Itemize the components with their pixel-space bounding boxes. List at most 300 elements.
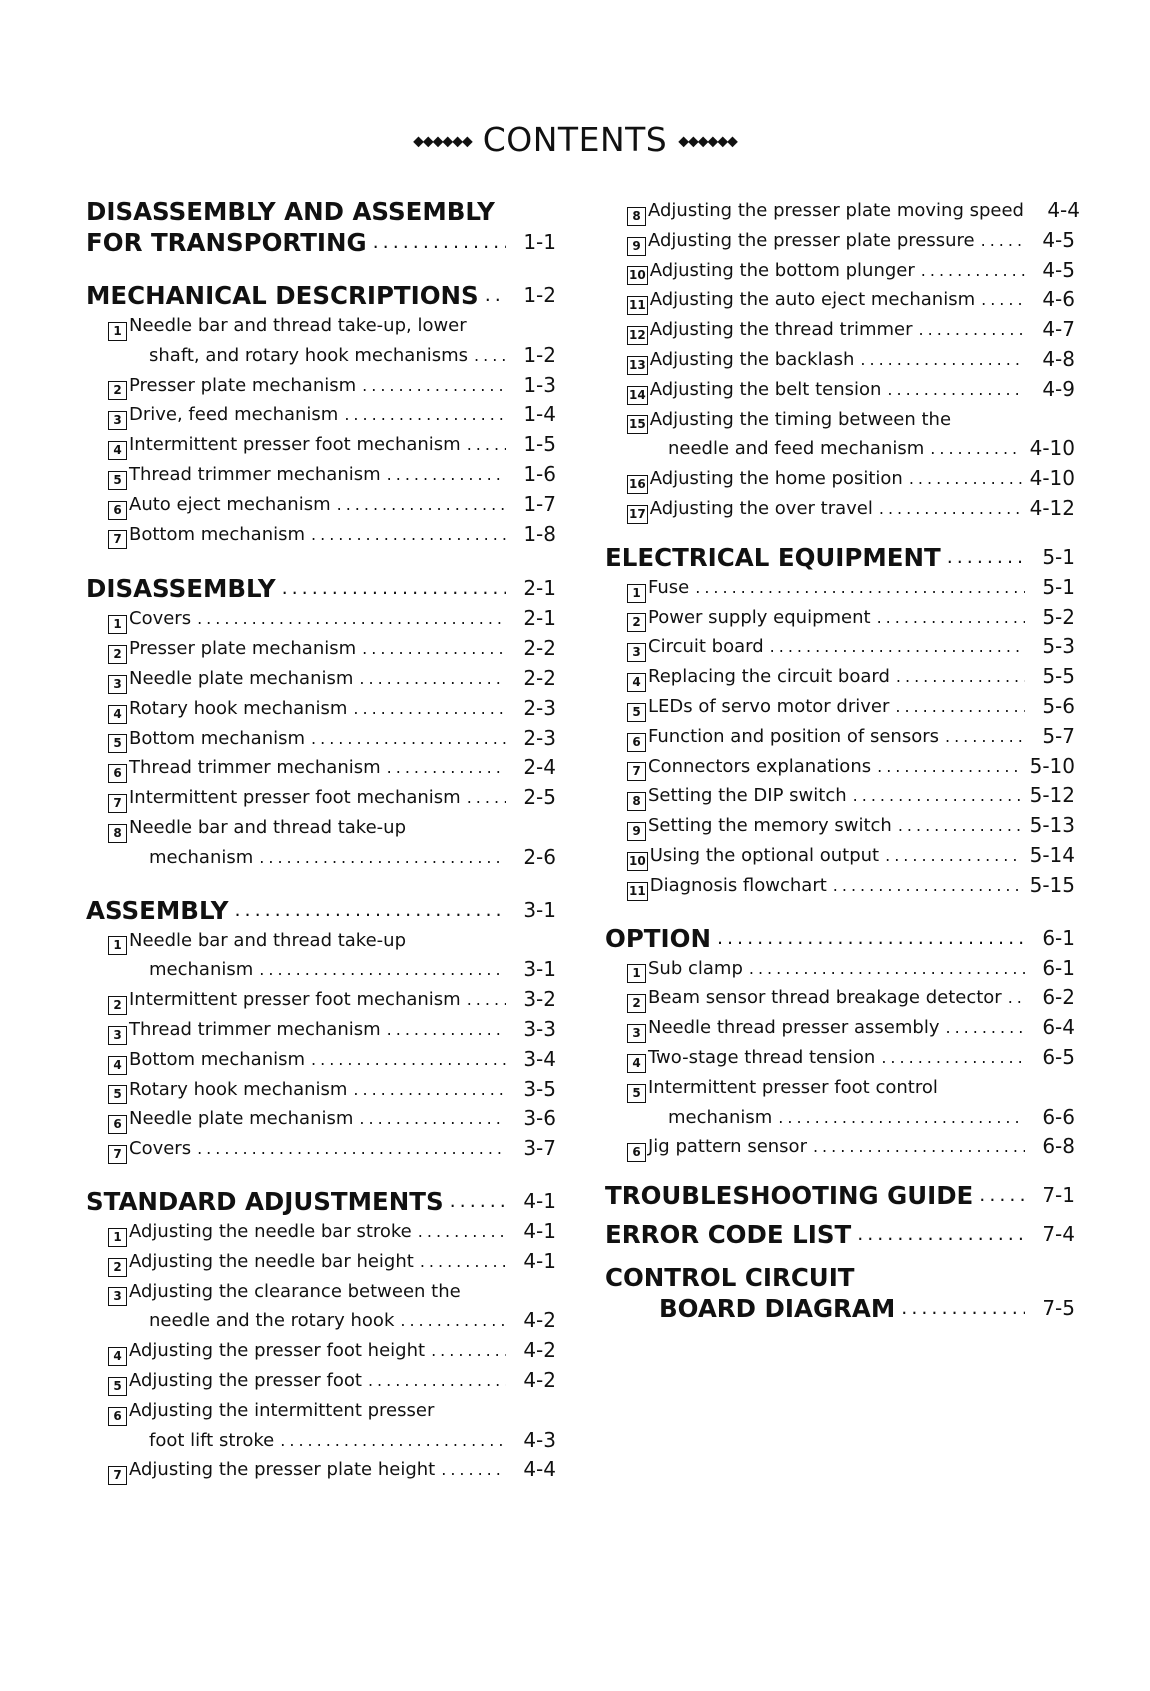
entry-label: Needle thread presser assembly — [648, 1017, 940, 1039]
entry-label: Bottom mechanism — [129, 727, 306, 749]
section-heading — [605, 923, 1075, 954]
entry-page: 6-1 — [1042, 955, 1075, 980]
toc-entry — [108, 1217, 556, 1247]
entry-number-box: 14 — [627, 386, 648, 405]
entry-page: 5-12 — [1029, 783, 1075, 808]
entry-label: Thread trimmer mechanism — [129, 757, 381, 779]
section-title: ERROR CODE LIST — [605, 1220, 852, 1250]
title-ornament-left: ◆◆◆◆◆◆ — [413, 133, 472, 150]
toc-section — [605, 1262, 1075, 1324]
entry-label: Needle bar and thread take-up — [129, 816, 406, 838]
leader-dots — [979, 1180, 1025, 1211]
leader-dots — [359, 664, 506, 694]
toc-section — [605, 923, 1075, 1163]
entry-number-box: 5 — [627, 1084, 646, 1103]
entry-page: 3-4 — [523, 1046, 556, 1071]
entry-page: 2-4 — [523, 755, 556, 780]
section-page: 3-1 — [523, 897, 556, 922]
toc-entry — [108, 753, 556, 783]
entry-page: 4-4 — [523, 1457, 556, 1482]
entry-label: mechanism — [149, 959, 254, 981]
entry-page: 1-5 — [523, 432, 556, 457]
entry-number-box: 6 — [627, 1143, 646, 1162]
entry-number-box: 3 — [627, 643, 646, 662]
entry-number-box: 3 — [108, 411, 127, 430]
toc-entry — [149, 1306, 556, 1336]
toc-entry — [627, 315, 1075, 345]
toc-entry — [149, 1426, 556, 1456]
leader-dots — [901, 1293, 1025, 1324]
entry-number-box: 11 — [627, 296, 648, 315]
entry-number-box: 6 — [108, 1407, 127, 1426]
entry-page: 6-2 — [1042, 985, 1075, 1010]
toc-entry — [108, 604, 556, 634]
leader-dots — [400, 1306, 506, 1336]
entry-page: 4-1 — [523, 1218, 556, 1243]
entry-label: Power supply equipment — [648, 606, 871, 628]
entry-label: Intermittent presser foot mechanism — [129, 434, 461, 456]
toc-entry — [627, 573, 1075, 603]
leader-dots — [853, 781, 1022, 811]
leader-dots — [857, 1219, 1025, 1250]
toc-entry — [108, 490, 556, 520]
section-title: OPTION — [605, 923, 711, 953]
entry-label: Adjusting the timing between the — [649, 408, 952, 430]
entry-label: Intermittent presser foot mechanism — [129, 989, 461, 1011]
leader-dots — [813, 1132, 1025, 1162]
entry-number-box: 8 — [627, 207, 646, 226]
leader-dots — [896, 662, 1025, 692]
toc-entry — [108, 634, 556, 664]
entry-number-box: 4 — [108, 1347, 127, 1366]
entry-page: 5-6 — [1042, 693, 1075, 718]
entry-label: Connectors explanations — [648, 755, 872, 777]
entry-number-box: 5 — [108, 734, 127, 753]
toc-section — [86, 196, 556, 258]
toc-section — [605, 542, 1075, 901]
entry-page: 1-4 — [523, 402, 556, 427]
entry-number-box: 1 — [108, 936, 127, 955]
entry-label: Needle bar and thread take-up — [129, 929, 406, 951]
entry-page: 6-4 — [1042, 1015, 1075, 1040]
entry-label: Adjusting the presser foot — [129, 1369, 362, 1391]
leader-dots — [485, 280, 506, 311]
section-heading — [86, 573, 556, 604]
entry-label: Adjusting the presser plate height — [129, 1459, 436, 1481]
entry-number-box: 7 — [108, 1145, 127, 1164]
toc-entry — [108, 311, 556, 341]
entry-number-box: 13 — [627, 356, 648, 375]
entry-page: 4-3 — [523, 1427, 556, 1452]
entry-number-box: 9 — [627, 237, 646, 256]
section-heading — [86, 227, 556, 258]
entry-page: 5-3 — [1042, 634, 1075, 659]
entry-page: 5-10 — [1029, 753, 1075, 778]
leader-dots — [197, 604, 506, 634]
page-title: CONTENTS — [482, 120, 668, 159]
entry-label: Adjusting the presser plate pressure — [648, 229, 975, 251]
section-page: 7-4 — [1042, 1222, 1075, 1247]
leader-dots — [921, 256, 1025, 286]
toc-entry — [108, 460, 556, 490]
entry-number-box: 6 — [627, 733, 646, 752]
entry-page: 1-7 — [523, 491, 556, 516]
entry-number-box: 7 — [108, 794, 127, 813]
toc-entry — [627, 692, 1075, 722]
toc-entry — [108, 664, 556, 694]
toc-entry — [627, 196, 1080, 226]
entry-label: Rotary hook mechanism — [129, 697, 348, 719]
section-title: ELECTRICAL EQUIPMENT — [605, 542, 941, 572]
section-page: 1-1 — [523, 230, 556, 254]
entry-label: Thread trimmer mechanism — [129, 1018, 381, 1040]
toc-entry — [108, 1247, 556, 1277]
toc-entry — [108, 783, 556, 813]
entry-label: Adjusting the bottom plunger — [649, 259, 915, 281]
entry-page: 2-3 — [523, 695, 556, 720]
leader-dots — [860, 345, 1025, 375]
section-title: BOARD DIAGRAM — [659, 1294, 896, 1324]
entry-page: 4-4 — [1047, 198, 1080, 222]
entry-label: Adjusting the auto eject mechanism — [649, 289, 976, 311]
toc-entry — [108, 1075, 556, 1105]
leader-dots — [418, 1217, 506, 1247]
entry-label: Rotary hook mechanism — [129, 1078, 348, 1100]
entry-label: Presser plate mechanism — [129, 374, 357, 396]
entry-label: Auto eject mechanism — [129, 493, 331, 515]
entry-number-box: 2 — [108, 645, 127, 664]
entry-page: 4-2 — [523, 1338, 556, 1363]
entry-label: Setting the DIP switch — [648, 785, 847, 807]
leader-dots — [450, 1186, 506, 1217]
leader-dots — [695, 573, 1025, 603]
entry-label: Adjusting the presser plate moving speed — [648, 200, 1024, 221]
entry-label: Function and position of sensors — [648, 725, 939, 747]
toc-entry — [627, 632, 1075, 662]
toc-section — [86, 573, 556, 872]
contents-left-column — [86, 196, 556, 1485]
entry-number-box: 3 — [108, 675, 127, 694]
entry-page: 6-8 — [1042, 1134, 1075, 1159]
entry-number-box: 2 — [108, 381, 127, 400]
entry-label: Two-stage thread tension — [648, 1046, 876, 1068]
entry-label: Thread trimmer mechanism — [129, 463, 381, 485]
leader-dots — [877, 603, 1025, 633]
entry-number-box: 12 — [627, 326, 648, 345]
entry-label: Adjusting the needle bar stroke — [129, 1220, 412, 1242]
leader-dots — [387, 753, 506, 783]
entry-label: mechanism — [149, 846, 254, 868]
entry-number-box: 10 — [627, 852, 648, 871]
leader-dots — [311, 1045, 506, 1075]
entry-number-box: 11 — [627, 882, 648, 901]
entry-label: Adjusting the belt tension — [649, 378, 882, 400]
entry-page: 6-5 — [1042, 1044, 1075, 1069]
entry-number-box: 5 — [627, 703, 646, 722]
entry-label: Diagnosis flowchart — [649, 874, 827, 896]
leader-dots — [981, 226, 1025, 256]
entry-page: 4-1 — [523, 1248, 556, 1273]
section-title: DISASSEMBLY AND ASSEMBLY — [86, 197, 495, 226]
entry-number-box: 5 — [108, 471, 127, 490]
entry-label: Setting the memory switch — [648, 815, 892, 837]
entry-page: 2-5 — [523, 785, 556, 810]
leader-dots — [362, 371, 506, 401]
leader-dots — [441, 1455, 506, 1485]
entry-number-box: 2 — [108, 1258, 127, 1277]
entry-number-box: 3 — [627, 1024, 646, 1043]
toc-entry — [627, 752, 1075, 782]
entry-label: Jig pattern sensor — [648, 1136, 807, 1158]
leader-dots — [946, 1013, 1026, 1043]
entry-number-box: 7 — [108, 530, 127, 549]
entry-page: 3-5 — [523, 1076, 556, 1101]
section-page: 1-2 — [523, 283, 556, 307]
entry-number-box: 7 — [108, 1466, 127, 1485]
section-title: ASSEMBLY — [86, 895, 229, 925]
leader-dots — [353, 1075, 506, 1105]
leader-dots — [881, 1043, 1025, 1073]
entry-page: 5-1 — [1042, 574, 1075, 599]
leader-dots — [282, 573, 506, 604]
entry-label: foot lift stroke — [149, 1429, 275, 1451]
section-title: DISASSEMBLY — [86, 574, 276, 604]
entry-label: LEDs of servo motor driver — [648, 695, 890, 717]
entry-number-box: 4 — [108, 705, 127, 724]
section-heading — [86, 280, 556, 311]
entry-page: 4-2 — [523, 1308, 556, 1333]
entry-label: Sub clamp — [648, 957, 743, 979]
entry-page: 5-5 — [1042, 664, 1075, 689]
leader-dots — [359, 1104, 506, 1134]
leader-dots — [879, 494, 1022, 524]
entry-label: Adjusting the needle bar height — [129, 1250, 414, 1272]
toc-entry — [108, 1277, 556, 1307]
toc-entry — [108, 1104, 556, 1134]
entry-number-box: 3 — [108, 1287, 127, 1306]
leader-dots — [1008, 983, 1025, 1013]
section-page: 7-1 — [1042, 1183, 1075, 1208]
leader-dots — [467, 430, 506, 460]
toc-entry — [108, 371, 556, 401]
leader-dots — [420, 1247, 506, 1277]
leader-dots — [947, 542, 1025, 573]
toc-section — [605, 1180, 1075, 1211]
leader-dots — [362, 634, 506, 664]
section-title: STANDARD ADJUSTMENTS — [86, 1186, 444, 1216]
entry-page: 2-2 — [523, 665, 556, 690]
leader-dots — [311, 724, 506, 754]
toc-entry — [108, 1366, 556, 1396]
section-heading — [605, 1293, 1075, 1324]
entry-page: 4-8 — [1042, 346, 1075, 371]
entry-label: Adjusting the clearance between the — [129, 1280, 461, 1302]
leader-dots — [770, 632, 1025, 662]
toc-entry — [149, 955, 556, 985]
entry-page: 4-5 — [1042, 227, 1075, 252]
toc-entry — [627, 1043, 1075, 1073]
entry-label: Bottom mechanism — [129, 523, 306, 545]
entry-number-box: 3 — [108, 1026, 127, 1045]
toc-entry — [108, 1045, 556, 1075]
section-page: 4-1 — [523, 1188, 556, 1213]
toc-entry — [627, 226, 1075, 256]
leader-dots — [467, 985, 506, 1015]
leader-dots — [387, 460, 506, 490]
leader-dots — [467, 783, 506, 813]
section-heading — [605, 1262, 1075, 1293]
toc-entry — [627, 662, 1075, 692]
entry-number-box: 2 — [108, 996, 127, 1015]
section-title: TROUBLESHOOTING GUIDE — [605, 1181, 974, 1211]
entry-label: Adjusting the backlash — [649, 348, 855, 370]
toc-entry — [668, 434, 1075, 464]
entry-label: Needle bar and thread take-up, lower — [129, 315, 467, 336]
leader-dots — [311, 520, 506, 550]
entry-number-box: 8 — [627, 792, 646, 811]
entry-number-box: 4 — [108, 1056, 127, 1075]
entry-label: Needle plate mechanism — [129, 1108, 354, 1130]
entry-number-box: 5 — [108, 1085, 127, 1104]
section-heading — [86, 1186, 556, 1217]
toc-entry — [668, 1103, 1075, 1133]
entry-number-box: 8 — [108, 824, 127, 843]
toc-entry — [627, 464, 1075, 494]
entry-number-box: 1 — [108, 322, 127, 341]
leader-dots — [909, 464, 1022, 494]
toc-entry — [627, 285, 1075, 315]
toc-entry — [108, 1336, 556, 1366]
entry-page: 3-6 — [523, 1106, 556, 1131]
leader-dots — [431, 1336, 506, 1366]
section-page: 5-1 — [1042, 544, 1075, 569]
section-heading — [86, 196, 556, 227]
leader-dots — [749, 954, 1025, 984]
toc-entry — [108, 400, 556, 430]
entry-number-box: 9 — [627, 822, 646, 841]
contents-right-column — [605, 196, 1080, 1324]
leader-dots — [981, 285, 1025, 315]
toc-entry — [108, 813, 556, 843]
entry-number-box: 6 — [108, 1115, 127, 1134]
toc-entry — [627, 345, 1075, 375]
entry-page: 4-9 — [1042, 376, 1075, 401]
toc-section — [86, 280, 556, 549]
entry-label: Adjusting the presser foot height — [129, 1340, 426, 1362]
entry-label: Adjusting the over travel — [649, 497, 873, 519]
leader-dots — [717, 923, 1025, 954]
entry-number-box: 7 — [627, 762, 646, 781]
toc-section — [86, 1186, 556, 1485]
section-heading — [86, 895, 556, 926]
leader-dots — [930, 434, 1021, 464]
entry-number-box: 15 — [627, 415, 648, 434]
toc-entry — [627, 1013, 1075, 1043]
toc-entry — [149, 341, 556, 371]
entry-label: Drive, feed mechanism — [129, 404, 339, 426]
entry-number-box: 4 — [627, 673, 646, 692]
section-title: FOR TRANSPORTING — [86, 228, 367, 257]
leader-dots — [885, 841, 1021, 871]
section-heading — [605, 1180, 1075, 1211]
toc-entry — [627, 375, 1075, 405]
entry-number-box: 2 — [627, 613, 646, 632]
entry-label: Adjusting the thread trimmer — [649, 319, 913, 341]
entry-number-box: 4 — [627, 1054, 646, 1073]
entry-label: shaft, and rotary hook mechanisms — [149, 344, 469, 366]
entry-number-box: 16 — [627, 475, 648, 494]
section-title: MECHANICAL DESCRIPTIONS — [86, 281, 479, 310]
entry-page: 4-2 — [523, 1367, 556, 1392]
entry-page: 2-3 — [523, 725, 556, 750]
leader-dots — [833, 871, 1022, 901]
section-page: 7-5 — [1042, 1296, 1075, 1321]
entry-number-box: 6 — [108, 764, 127, 783]
entry-number-box: 1 — [627, 964, 646, 983]
entry-page: 1-2 — [523, 342, 556, 367]
entry-number-box: 2 — [627, 994, 646, 1013]
entry-label: Needle plate mechanism — [129, 667, 354, 689]
entry-page: 4-6 — [1042, 287, 1075, 312]
contents-title — [0, 120, 1150, 159]
entry-label: Adjusting the home position — [649, 468, 903, 490]
entry-page: 4-10 — [1029, 436, 1075, 461]
leader-dots — [373, 227, 506, 258]
entry-page: 3-7 — [523, 1136, 556, 1161]
leader-dots — [887, 375, 1025, 405]
entry-page: 2-1 — [523, 606, 556, 631]
entry-page: 2-2 — [523, 636, 556, 661]
toc-entry — [108, 1015, 556, 1045]
toc-entry — [149, 843, 556, 873]
leader-dots — [337, 490, 506, 520]
entry-label: Presser plate mechanism — [129, 638, 357, 660]
toc-entry — [627, 494, 1075, 524]
toc-entry — [627, 781, 1075, 811]
leader-dots — [387, 1015, 506, 1045]
entry-number-box: 6 — [108, 501, 127, 520]
entry-page: 2-6 — [523, 844, 556, 869]
entry-label: Intermittent presser foot mechanism — [129, 787, 461, 809]
entry-number-box: 1 — [108, 1228, 127, 1247]
leader-dots — [895, 692, 1025, 722]
leader-dots — [877, 752, 1022, 782]
section-title: CONTROL CIRCUIT — [605, 1263, 855, 1293]
toc-entry — [627, 256, 1075, 286]
entry-number-box: 10 — [627, 266, 648, 285]
entry-page: 1-6 — [523, 461, 556, 486]
section-heading — [605, 542, 1075, 573]
title-ornament-right: ◆◆◆◆◆◆ — [678, 133, 737, 150]
entry-number-box: 1 — [108, 615, 127, 634]
toc-entry — [108, 1396, 556, 1426]
entry-page: 5-2 — [1042, 604, 1075, 629]
leader-dots — [474, 341, 506, 371]
entry-label: Covers — [129, 1138, 192, 1160]
toc-entry — [627, 954, 1075, 984]
entry-page: 1-8 — [523, 521, 556, 546]
section-page: 6-1 — [1042, 925, 1075, 950]
entry-label: mechanism — [668, 1106, 773, 1128]
entry-page: 5-14 — [1029, 842, 1075, 867]
entry-page: 3-3 — [523, 1016, 556, 1041]
entry-number-box: 5 — [108, 1377, 127, 1396]
toc-entry — [627, 811, 1075, 841]
section-heading — [605, 1219, 1075, 1250]
entry-label: Covers — [129, 608, 192, 630]
toc-entry — [108, 985, 556, 1015]
entry-label: Replacing the circuit board — [648, 666, 890, 688]
